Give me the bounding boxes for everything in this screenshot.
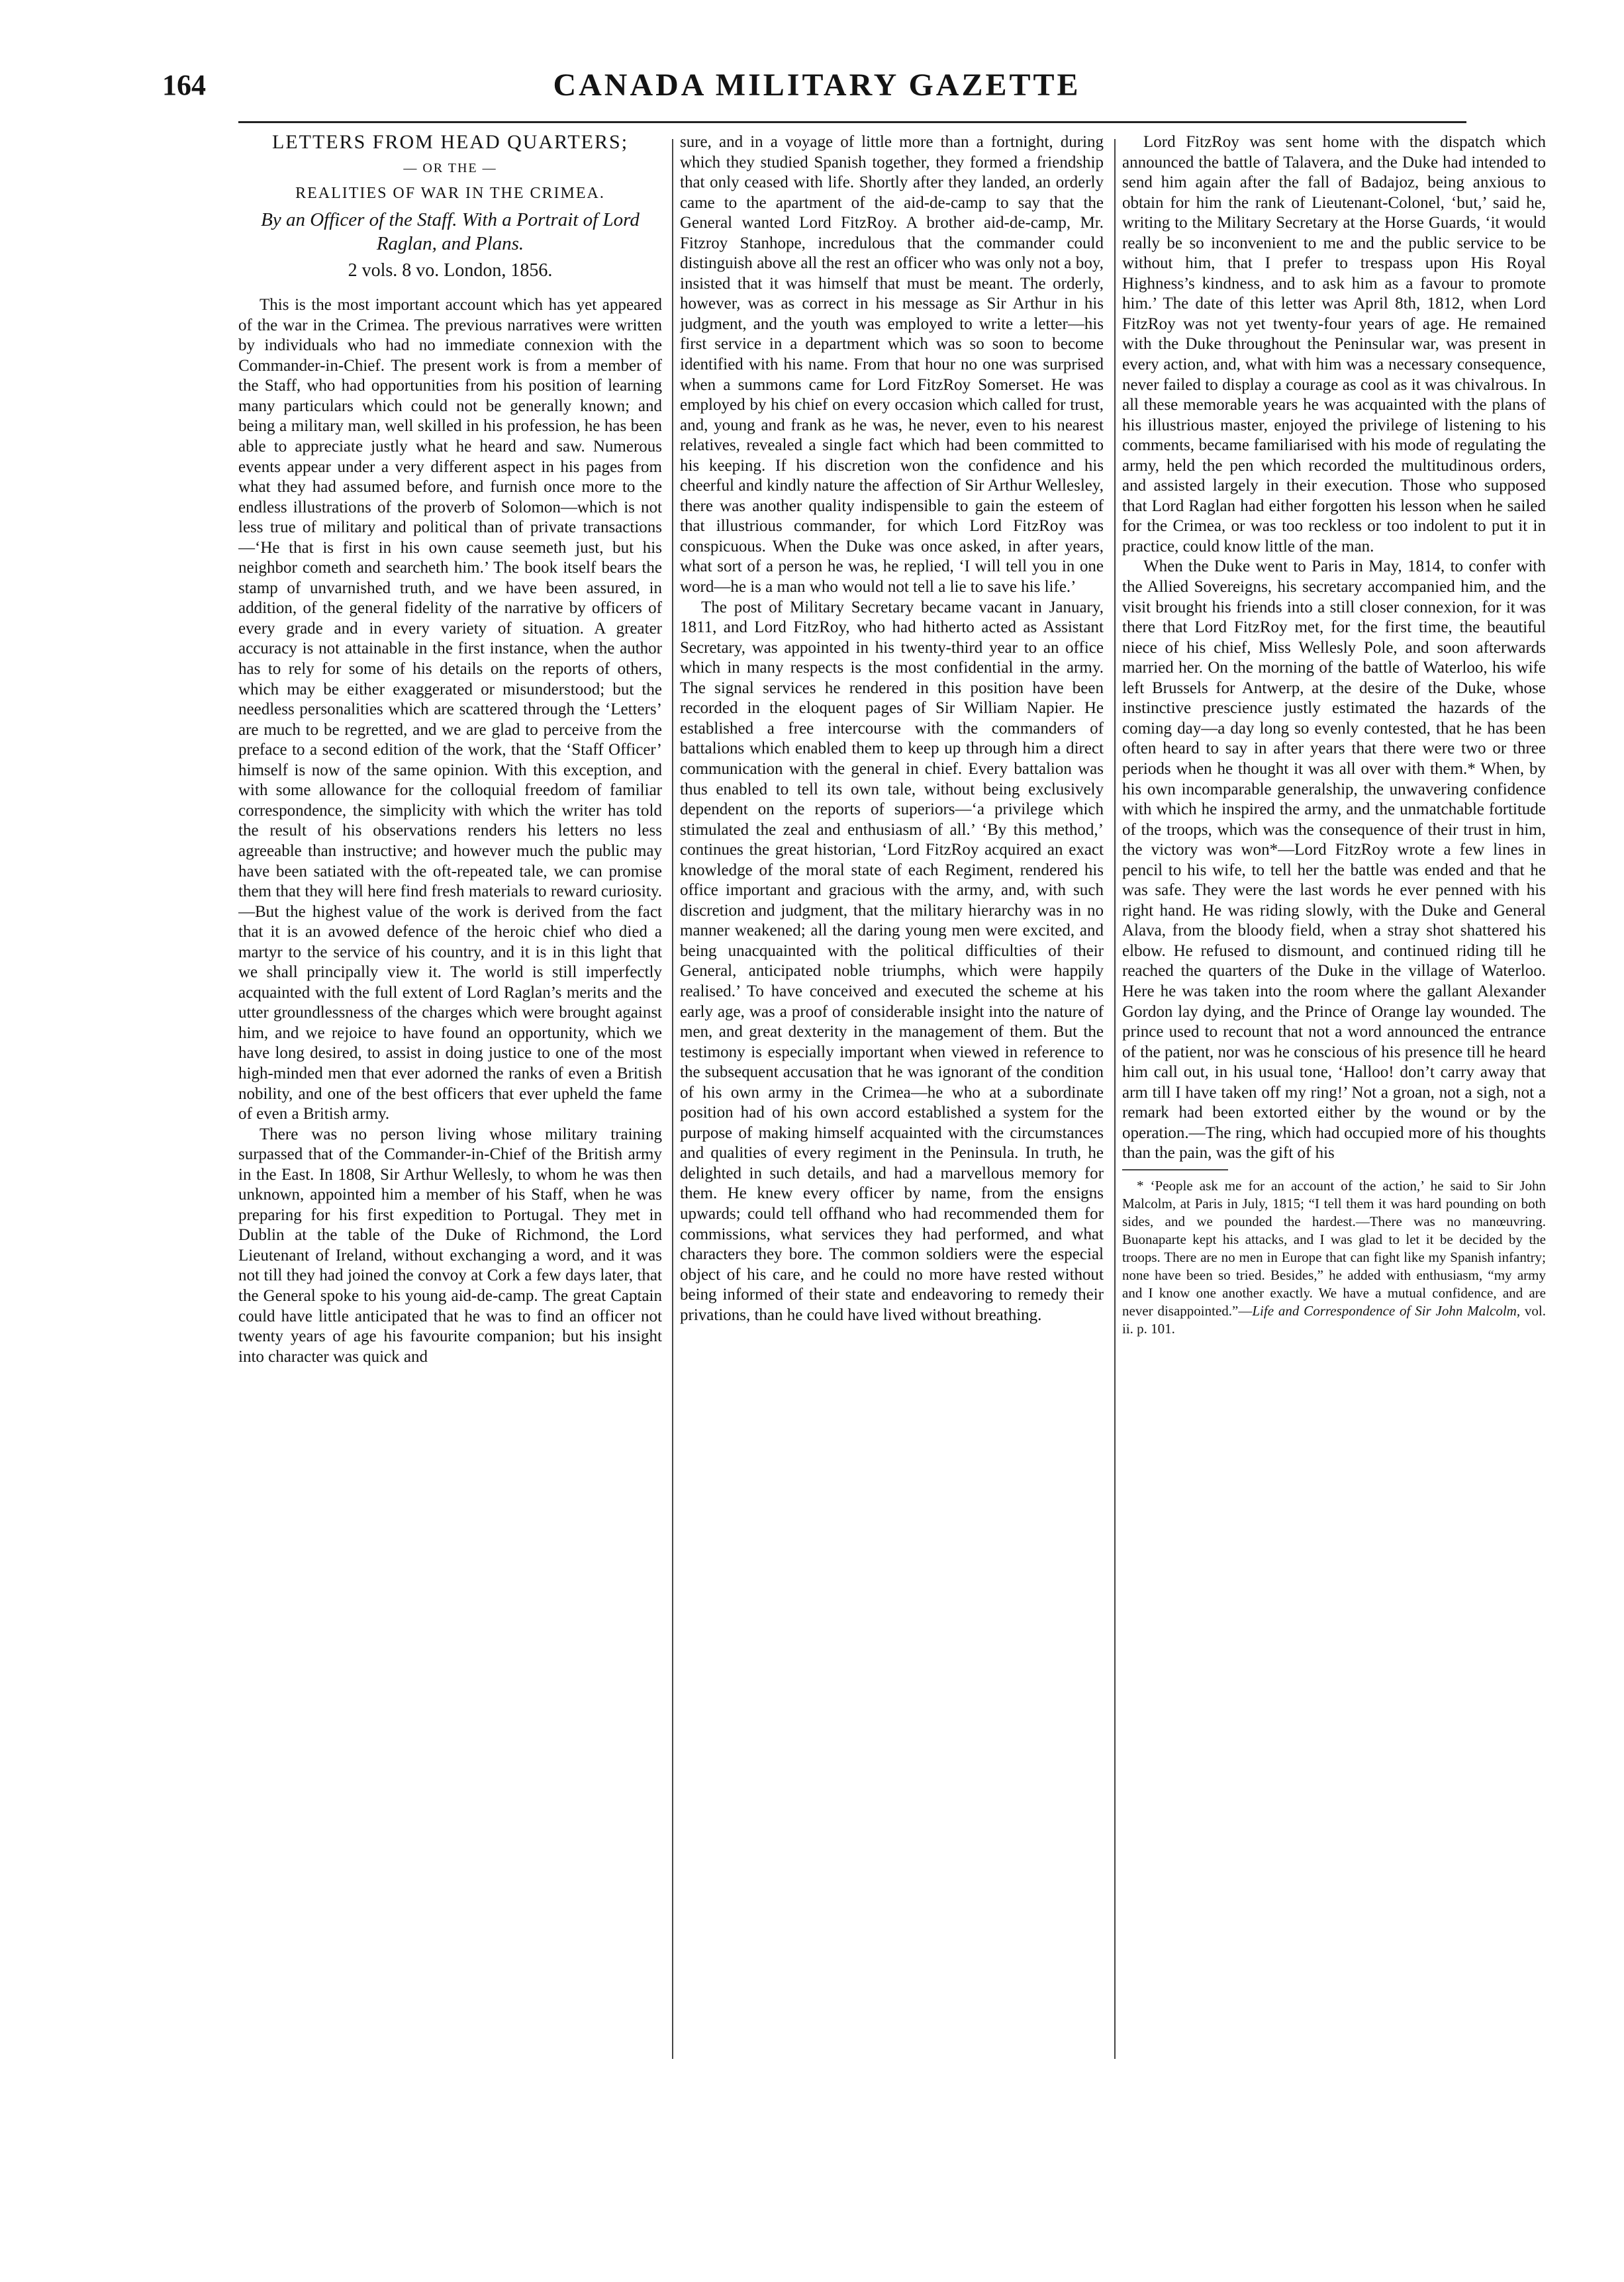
paragraph: Lord FitzRoy was sent home with the dispatch which announced the battle of Talavera, and the Duke had intended to send him again after the fall of Badajoz, being anxious to obtain for him the rank of Lieutenant-Colonel, ‘but,’ said he, writing to the Military Secretary at the Horse Guards, ‘it would really be so inconvenient to me and the public service to be without him, that I prefer to trespass upon His Royal Highness’s kindness, and to ask him as a favour to promote him.’ The date of this letter was April 8th, 1812, when Lord FitzRoy was not yet twenty-four years of age. He remained with the Duke throughout the Peninsular war, was present in every action, and, what with him was a necessary consequence, never failed to display a courage as cool as it was chivalrous. In all these memorable years he was acquainted with the plans of his illustrious master, enjoyed the privilege of listening to his comments, became familiarised with his mode of regulating the army, held the pen which recorded the multitudinous orders, and assisted largely in their execution. Those who supposed that Lord Raglan had either forgotten his lesson when he sailed for the Crimea, or was too reckless or too indolent to put it in practice, could know little of the man. [1122, 133, 1546, 555]
column-divider [672, 139, 673, 2059]
column-divider [1114, 139, 1116, 2059]
column-3 [1122, 132, 1546, 2059]
footnote-source: Life and Correspondence of Sir John Malcolm, [1252, 1302, 1521, 1319]
article-publication: 2 vols. 8 vo. London, 1856. [348, 260, 553, 281]
paragraph: The post of Military Secretary became vacant in January, 1811, and Lord FitzRoy, who had hitherto acted as Assistant Secretary, was appointed in his twenty-third year to an office which in many respects is the most confidential in the army. The signal services he rendered in this position have been recorded in the eloquent pages of Sir William Napier. He established a free intercourse with the commanders of battalions which enabled them to keep up through him a direct communication with the general in chief. Every battalion was thus enabled to tell its own tale, without being exclusively dependent on the reports of superiors—‘a privilege which stimulated the zeal and enthusiasm of all.’ ‘By this method,’ continues the great historian, ‘Lord FitzRoy acquired an exact knowledge of the moral state of each Regiment, rendered his office important and gracious with the army, and, with such discretion and judgment, that the military hierarchy was in no manner weakened; all the daring young men were excited, and being unacquainted with the political difficulties of their General, anticipated noble triumphs, which were happily realised.’ To have conceived and executed the scheme at his early age, was a proof of considerable insight into the nature of men, and great dexterity in the management of them. But the testimony is especially important when viewed in reference to the subsequent accusation that he was ignorant of the condition of his own army in the Crimea—he who at a subordinate position had of his own accord established a system for the purpose of making himself acquainted with the circumstances and qualities of every regiment in the Peninsula. In truth, he delighted in such details, and had a marvellous memory for them. He knew every officer by name, from the ensigns upwards; could tell offhand who had recommended them for commissions, what services they had performed, and what characters they bore. The common soldiers were the especial object of his care, and he could no more have rested without being informed of their state and endeavoring to remedy their privations, than he could have lived without breathing. [680, 598, 1104, 1324]
page-header [162, 63, 1472, 116]
article-byline: By an Officer of the Staff. With a Portrait of Lord Raglan, and Plans. [261, 209, 640, 254]
page-number: 164 [162, 69, 206, 101]
running-head: CANADA MILITARY GAZETTE [553, 68, 1081, 103]
article-title: LETTERS FROM HEAD QUARTERS; [271, 132, 629, 153]
header-rule [238, 121, 1466, 123]
column-1 [238, 132, 662, 2059]
footnote-ref: vol. ii. p. 101. [1122, 1302, 1546, 1337]
footnote-rule [1122, 1169, 1228, 1170]
paragraph: When the Duke went to Paris in May, 1814, to confer with the Allied Sovereigns, his secretary accompanied him, and the visit brought his friends into a still closer connexion, for it was there that Lord FitzRoy met, for the first time, the beautiful niece of his chief, Miss Wellesly Pole, and soon afterwards married her. On the morning of the battle of Waterloo, his wife left Brussels for Antwerp, at the desire of the Duke, whose instinctive prescience justly estimated the hazards of the coming day—a day long so evenly contested, that he has been often heard to say in after years that there were two or three periods when he thought it was all over with them.* When, by his own incomparable generalship, the unwavering confidence with which he inspired the army, and the unmatchable fortitude of the troops, which was the consequence of their trust in him, the victory was won*—Lord FitzRoy wrote a few lines in pencil to his wife, to tell her the battle was ended and that he was safe. They were the last words he ever penned with his right hand. He was riding slowly, with the Duke and General Alava, from the bloody field, when a stray shot shattered his elbow. He refused to dismount, and continued riding till he reached the quarters of the Duke in the village of Waterloo. Here he was taken into the room where the gallant Alexander Gordon lay dying, and the Prince of Orange lay wounded. The prince used to recount that not a word announced the entrance of the patient, nor was he conscious of his presence till he heard him call out, in his usual tone, ‘Halloo! don’t carry away that arm till I have taken off my ring!’ Not a groan, not a sigh, not a remark had been extorted either by the wound or by the operation.—The ring, which had occupied more of his thoughts than the pain, was the gift of his [1122, 557, 1546, 1163]
paragraph: sure, and in a voyage of little more than a fortnight, during which they studied Spanish together, they formed a friendship that only ceased with life. Shortly after they landed, an orderly came to the apartment of the aid-de-camp to say that the General wanted Lord FitzRoy. A brother aid-de-camp, Mr. Fitzroy Stanhope, incredulous that the commander could distinguish above all the rest an officer who was only not a boy, insisted that it was himself that must be meant. The orderly, however, was as correct in his message as Sir Arthur in his judgment, and the youth was employed to write a letter—his first service in a department which was so soon to become identified with his name. From that hour no one was surprised when a summons came for Lord FitzRoy Somerset. He was employed by his chief on every occasion which called for trust, and, young and frank as he was, he never, even to his nearest relatives, revealed a single fact which had been committed to his keeping. If his discretion won the confidence and his cheerful and kindly nature the affection of Sir Arthur Wellesley, there was another quality indispensible to gain the esteem of that illustrious commander, for which Lord FitzRoy was conspicuous. When the Duke was once asked, in after years, what sort of a person he was, he replied, ‘I will tell you in one word—he is a man who would not tell a lie to save his life.’ [680, 133, 1104, 596]
article-subtitle: REALITIES OF WAR IN THE CRIMEA. [295, 185, 605, 203]
article-or-line: — OR THE — [403, 160, 497, 175]
paragraph: There was no person living whose military training surpassed that of the Commander-in-Chief of the British army in the East. In 1808, Sir Arthur Wellesly, to whom he was then unknown, appointed him a member of his Staff, when he was preparing for his first expedition to Portugal. They met in Dublin at the table of the Duke of Richmond, the Lord Lieutenant of Ireland, without exchanging a word, and it was not till they had joined the convoy at Cork a few days later, that the General spoke to his young aid-de-camp. The great Captain could have little anticipated that he was to find an officer not twenty years of age his favourite companion; but his insight into character was quick and [238, 1125, 662, 1366]
column-2 [680, 132, 1104, 2059]
paragraph: This is the most important account which has yet appeared of the war in the Crimea. The previous narratives were written by individuals who had no immediate connexion with the Commander-in-Chief. The present work is from a member of the Staff, who had opportunities from his position of learning many particulars which could not be generally known; and being a military man, well skilled in his profession, he has been able to appreciate justly what he heard and saw. Numerous events appear under a very different aspect in his pages from what they had assumed before, and furnish once more to the endless illustrations of the proverb of Solomon—which is not less true of military and political than of private transactions—‘He that is first in his own cause seemeth just, but his neighbor cometh and searcheth him.’ The book itself bears the stamp of unvarnished truth, and we have been assured, in addition, of the general fidelity of the narrative by officers of every grade and in every variety of situation. A greater accuracy is not attainable in the first instance, when the author has to rely for some of his details on the reports of others, which may be either exaggerated or misunderstood; but the needless personalities which are scattered through the ‘Letters’ are much to be regretted, and we are glad to perceive from the preface to a second edition of the work, that the ‘Staff Officer’ himself is now of the same opinion. With this exception, and with some allowance for the colloquial freedom of familiar correspondence, the simplicity with which the writer has told the result of his observations renders his letters no less agreeable than instructive; and however much the public may have been satiated with the oft-repeated tale, we can promise them that they will here find fresh materials to reward curiosity.—But the highest value of the work is derived from the fact that it is an avowed defence of the heroic chief who died a martyr to the service of his country, and it is in this light that we shall principally view it. The world is still imperfectly acquainted with the full extent of Lord Raglan’s merits and the utter groundlessness of the charges which were brought against him, and we rejoice to have found an opportunity, which we have long desired, to assist in doing justice to one of the most high-minded men that ever adorned the ranks of even a British nobility, and one of the best officers that ever upheld the fame of even a British army. [238, 296, 662, 1123]
footnote [1122, 1177, 1546, 1338]
footnote-text: * ‘People ask me for an account of the action,’ he said to Sir John Malcolm, at Paris in July, 1815; “I tell them it was hard pounding on both sides, and we pounded the hardest.—There was no manœuvring. Buonaparte kept his attacks, and I was glad to let it be decided by the troops. There are no men in Europe that can fight like my Spanish infantry; none have been so tried. Besides,” he added with enthusiasm, “my army and I know one another exactly. We have a mutual confidence, and are never disappointed.”— [1122, 1177, 1546, 1319]
